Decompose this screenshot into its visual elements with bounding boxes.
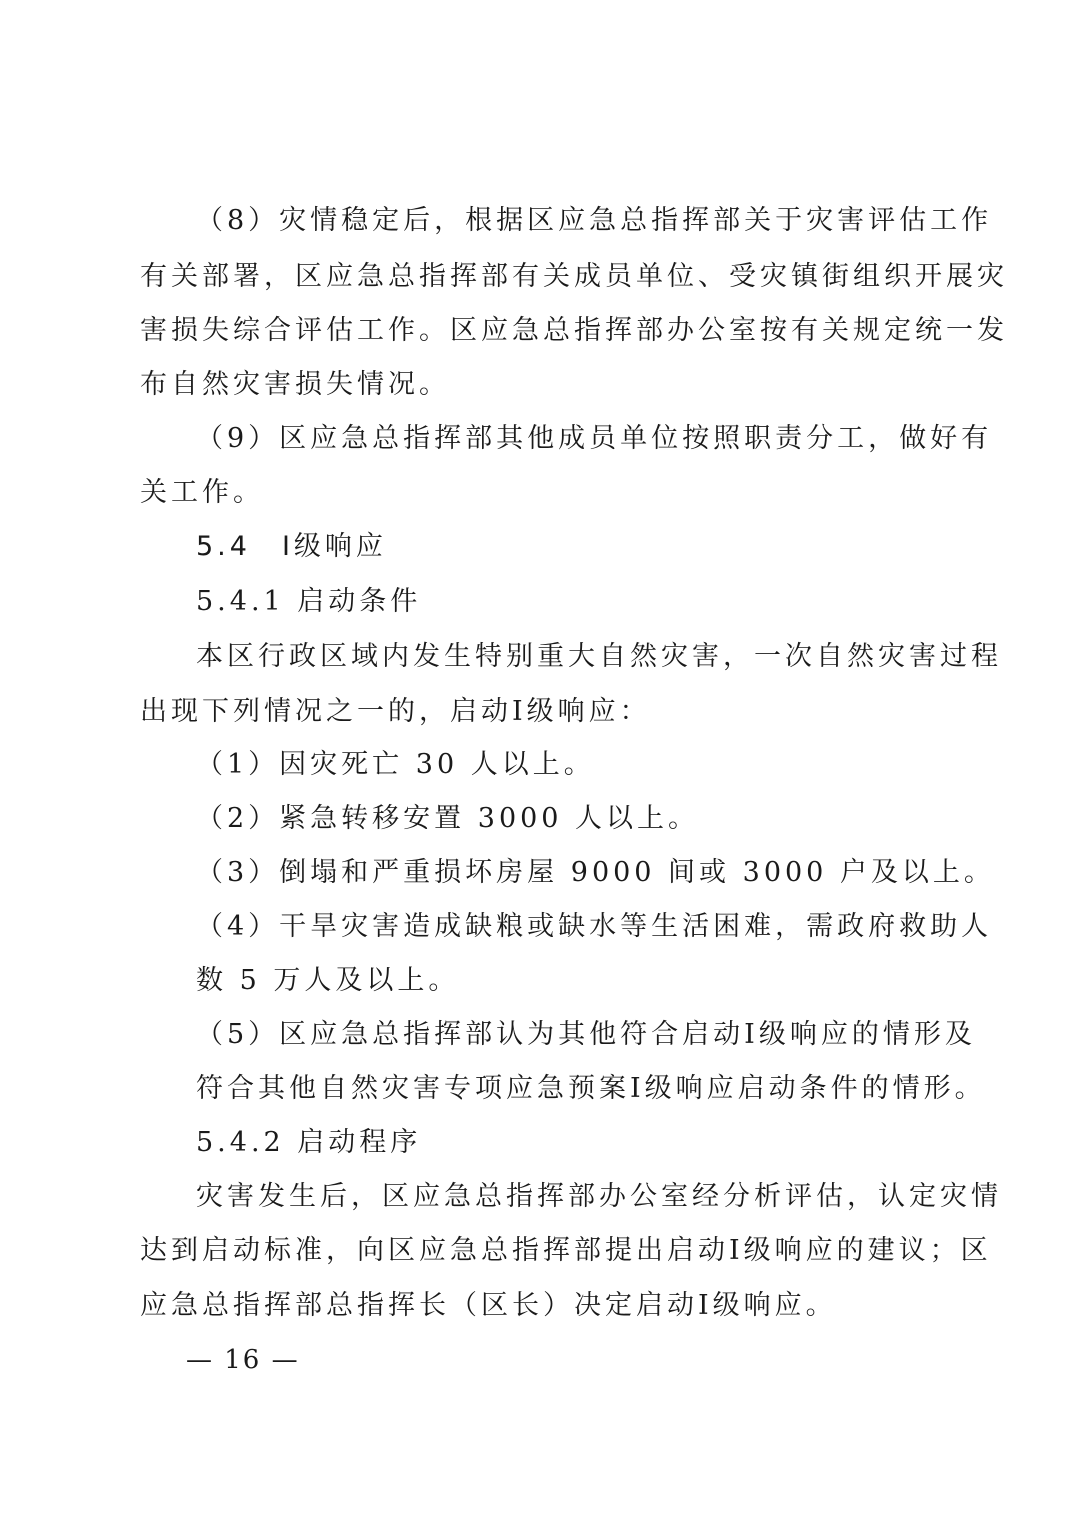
condition-item-3: （3）倒塌和严重损坏房屋 9000 间或 3000 户及以上。 (196, 857, 995, 888)
paragraph-8-line-4: 布自然灾害损失情况。 (140, 369, 450, 400)
procedure-line-3: 应急总指挥部总指挥长（区长）决定启动Ⅰ级响应。 (140, 1290, 837, 1321)
condition-item-5-line-2: 符合其他自然灾害专项应急预案Ⅰ级响应启动条件的情形。 (196, 1073, 986, 1104)
paragraph-9-line-1: （9）区应急总指挥部其他成员单位按照职责分工，做好有 (196, 423, 993, 454)
condition-item-2: （2）紧急转移安置 3000 人以上。 (196, 803, 700, 834)
subsection-heading-5-4-2: 5.4.2 启动程序 (196, 1127, 422, 1158)
page-number: — 16 — (186, 1345, 300, 1375)
condition-item-5-line-1: （5）区应急总指挥部认为其他符合启动Ⅰ级响应的情形及 (196, 1019, 976, 1050)
condition-item-4-line-1: （4）干旱灾害造成缺粮或缺水等生活困难，需政府救助人 (196, 911, 993, 942)
procedure-line-1: 灾害发生后，区应急总指挥部办公室经分析评估，认定灾情 (196, 1181, 1002, 1212)
conditions-intro-line-2: 出现下列情况之一的，启动Ⅰ级响应： (140, 696, 651, 727)
section-heading-5-4: 5.4 Ⅰ级响应 (196, 531, 387, 562)
subsection-heading-5-4-1: 5.4.1 启动条件 (196, 586, 422, 617)
paragraph-8-line-3: 害损失综合评估工作。区应急总指挥部办公室按有关规定统一发 (140, 315, 1008, 346)
paragraph-9-line-2: 关工作。 (140, 477, 264, 508)
conditions-intro-line-1: 本区行政区域内发生特别重大自然灾害，一次自然灾害过程 (196, 641, 1002, 672)
paragraph-8-line-2: 有关部署，区应急总指挥部有关成员单位、受灾镇街组织开展灾 (140, 261, 1008, 292)
condition-item-4-line-2: 数 5 万人及以上。 (196, 965, 460, 996)
procedure-line-2: 达到启动标准，向区应急总指挥部提出启动Ⅰ级响应的建议；区 (140, 1235, 992, 1266)
condition-item-1: （1）因灾死亡 30 人以上。 (196, 749, 595, 780)
paragraph-8-line-1: （8）灾情稳定后，根据区应急总指挥部关于灾害评估工作 (196, 205, 993, 236)
